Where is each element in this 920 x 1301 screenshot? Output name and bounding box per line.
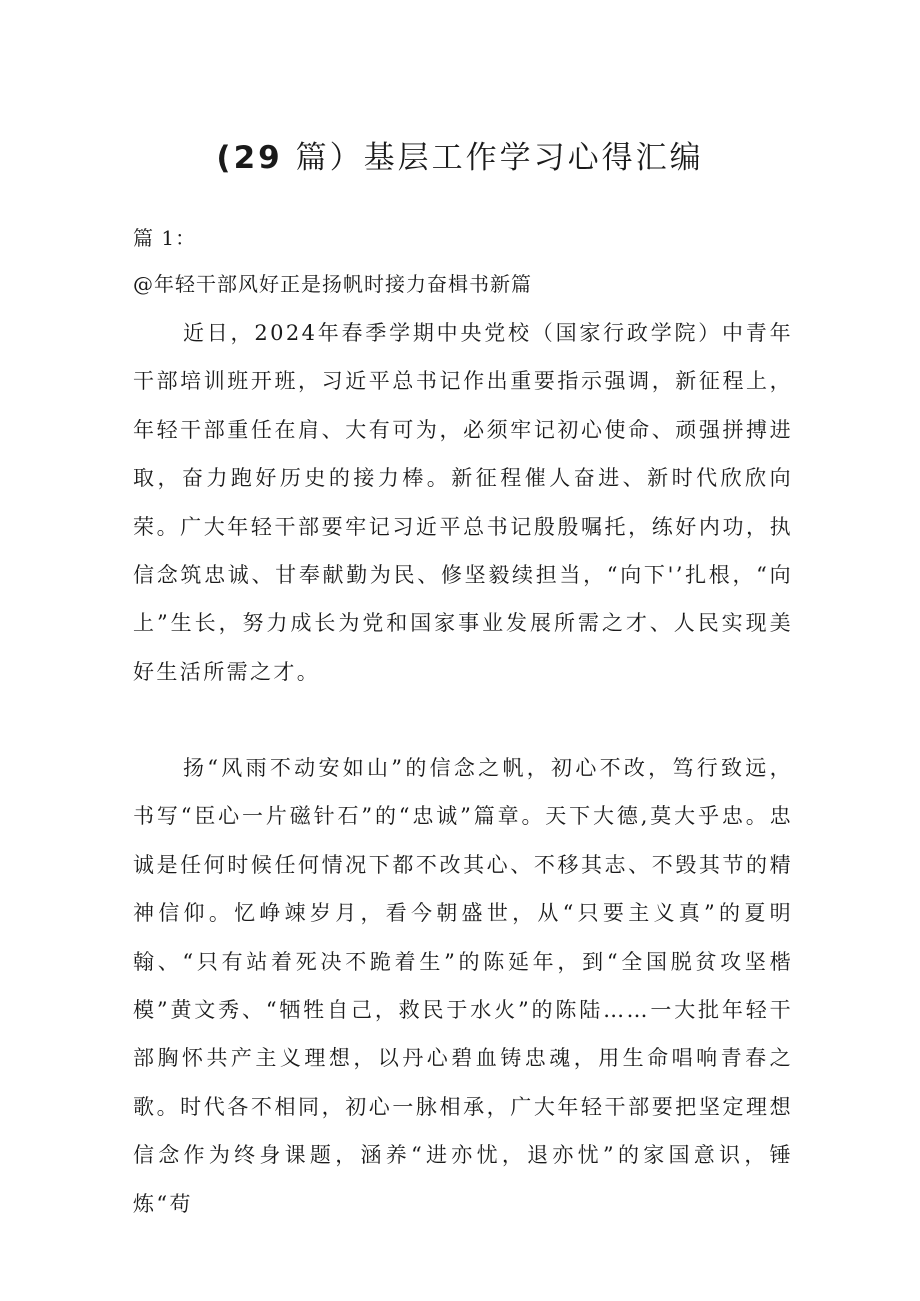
paragraph: 近日，2024年春季学期中央党校（国家行政学院）中青年干部培训班开班，习近平总书记作出重要指示强调，新征程上，年轻干部重任在肩、大有可为，必须牢记初心使命、顽强拼搏进取，奋力跑好历史的接力棒。新征程催人奋进、新时代欣欣向荣。广大年轻干部要牢记习近平总书记殷殷嘱托，练好内功，执信念筑忠诚、甘奉献勤为民、修坚毅续担当，“向下'’扎根，“向上”生长，努力成长为党和国家事业发展所需之才、人民实现美好生活所需之才。	[133, 321, 793, 684]
section-heading: @年轻干部风好正是扬帆时接力奋楫书新篇	[133, 272, 532, 296]
document-title	[0, 136, 920, 180]
title-number: (29	[216, 140, 283, 176]
paragraph: 扬“风雨不动安如山”的信念之帆，初心不改，笃行致远，书写“臣心一片磁针石”的“忠诚”篇章。天下大德,莫大乎忠。忠诚是任何时候任何情况下都不改其心、不移其志、不毁其节的精神信仰。忆峥竦岁月，看今朝盛世，从“只要主义真”的夏明翰、“只有站着死决不跪着生”的陈延年，到“全国脱贫攻坚楷模”黄文秀、“牺牲自己，救民于水火”的陈陆……一大批年轻干部胸怀共产主义理想，以丹心碧血铸忠魂，用生命唱响青春之歌。时代各不相同，初心一脉相承，广大年轻干部要把坚定理想信念作为终身课题，涵养“进亦忧，退亦忧”的家国意识，锤炼“苟	[133, 756, 793, 1216]
section-label: 篇 1：	[133, 226, 197, 250]
title-text: 篇）基层工作学习心得汇编	[295, 140, 704, 176]
